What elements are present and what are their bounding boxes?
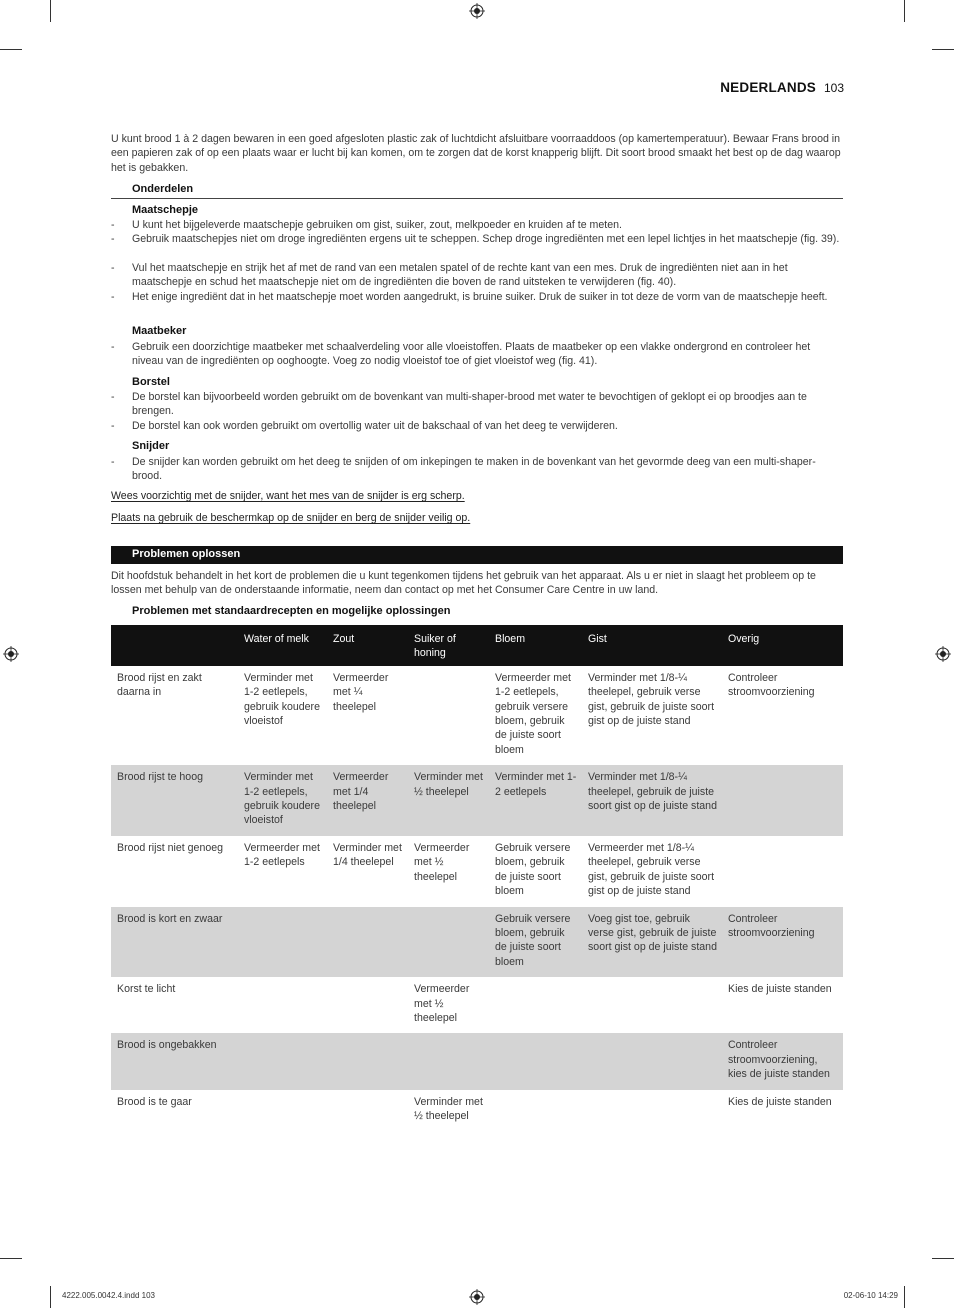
table-row bbox=[111, 836, 843, 907]
footer-date-info: 02-06-10 14:29 bbox=[843, 1291, 898, 1300]
subheading-borstel: Borstel bbox=[132, 376, 170, 388]
column-header: Zout bbox=[327, 625, 408, 666]
table-cell bbox=[722, 836, 843, 907]
registration-mark-icon bbox=[3, 646, 19, 662]
column-header: Water of melk bbox=[238, 625, 327, 666]
table-cell: Verminder met 1-2 eetlepels bbox=[489, 765, 582, 836]
troubleshooting-intro: Dit hoofdstuk behandelt in het kort de problemen die u kunt tegenkomen tijdens het gebruik van het apparaat. Als u er niet in slaagt het probleem op te lossen met behulp van de onderstaande informatie, neem dan contact op met het Consumer Care Centre in uw land. bbox=[111, 570, 816, 597]
column-header: Bloem bbox=[489, 625, 582, 666]
page-language-title: NEDERLANDS bbox=[720, 80, 816, 95]
page-number: 103 bbox=[824, 81, 845, 95]
table-cell: Controleer stroomvoorziening bbox=[728, 671, 815, 699]
subheading-snijder: Snijder bbox=[132, 440, 170, 452]
crop-mark bbox=[904, 0, 905, 22]
table-cell: Kies de juiste standen bbox=[728, 1095, 832, 1108]
warning-text: Wees voorzichtig met de snijder, want het mes van de snijder is erg scherp. bbox=[111, 490, 465, 502]
table-cell: Verminder met 1-2 eetlepels, gebruik koudere vloeistof bbox=[244, 671, 320, 728]
table-cell: Brood is kort en zwaar bbox=[111, 907, 238, 978]
crop-mark bbox=[932, 1258, 954, 1259]
crop-mark bbox=[932, 49, 954, 50]
table-cell: Gebruik versere bloem, gebruik de juiste soort bloem bbox=[495, 841, 571, 898]
table-cell bbox=[327, 977, 408, 1033]
table-cell: Vermeerder met ½ theelepel bbox=[414, 841, 470, 883]
intro-paragraph: U kunt brood 1 à 2 dagen bewaren in een goed afgesloten plastic zak of luchtdicht afsluitbare voorraaddoos (op kamertemperatuur). Bewaar Frans brood in een papieren zak of op een plaats waar er lucht bij kan komen, om te zorgen dat de korst knapperig blijft. Dit soort brood smaakt het best op de dag waarop het is gebakken. bbox=[111, 133, 841, 174]
table-cell: Verminder met 1/4 theelepel bbox=[333, 841, 402, 869]
crop-mark bbox=[904, 1286, 905, 1308]
registration-mark-icon bbox=[469, 3, 485, 19]
table-cell: Vermeerder met 1-2 eetlepels bbox=[244, 841, 320, 869]
table-cell bbox=[238, 907, 327, 978]
troubleshooting-table bbox=[111, 625, 843, 1131]
column-header: Suiker of honing bbox=[408, 625, 489, 666]
table-cell: Korst te licht bbox=[117, 983, 176, 996]
table-cell: Voeg gist toe, gebruik verse gist, gebruik de juiste soort gist op de juiste stand bbox=[582, 907, 722, 978]
table-cell bbox=[327, 907, 408, 978]
registration-mark-icon bbox=[935, 646, 951, 662]
table-cell bbox=[327, 1090, 408, 1132]
table-cell: Verminder met ½ theelepel bbox=[414, 1095, 483, 1122]
table-cell: Vermeerder met ¼ theelepel bbox=[333, 671, 389, 713]
crop-mark bbox=[0, 49, 22, 50]
section-rule bbox=[111, 198, 843, 199]
table-cell: Gebruik versere bloem, gebruik de juiste soort bloem bbox=[489, 907, 582, 978]
table-cell bbox=[582, 1090, 722, 1132]
table-header-row bbox=[111, 625, 843, 666]
crop-mark bbox=[0, 1258, 22, 1259]
column-header: Gist bbox=[582, 625, 722, 666]
table-cell: Verminder met 1-2 eetlepels, gebruik koudere vloeistof bbox=[238, 765, 327, 836]
section-heading-problemen bbox=[111, 546, 843, 564]
table-cell: Kies de juiste standen bbox=[728, 983, 832, 996]
table-cell bbox=[408, 1033, 489, 1089]
crop-mark bbox=[50, 1286, 51, 1308]
column-header: Overig bbox=[722, 625, 843, 666]
table-row bbox=[111, 977, 843, 1033]
table-cell: Vermeerder met ½ theelepel bbox=[414, 983, 470, 1024]
table-cell: Verminder met ½ theelepel bbox=[408, 765, 489, 836]
section-heading-onderdelen bbox=[111, 181, 843, 199]
table-cell bbox=[408, 907, 489, 978]
table-cell bbox=[722, 765, 843, 836]
table-cell: Brood rijst en zakt daarna in bbox=[117, 671, 202, 699]
table-cell: Verminder met 1/8-¼ theelepel, gebruik de juiste soort gist op de juiste stand bbox=[582, 765, 722, 836]
table-cell: Brood is ongebakken bbox=[111, 1033, 238, 1089]
section-title: Problemen oplossen bbox=[132, 548, 241, 560]
table-cell: Verminder met 1/8-¼ theelepel, gebruik verse gist, gebruik de juiste soort gist op de juiste stand bbox=[588, 671, 715, 728]
table-cell: Vermeerder met 1/4 theelepel bbox=[327, 765, 408, 836]
table-row bbox=[111, 666, 843, 765]
table-cell bbox=[582, 1033, 722, 1089]
table-cell bbox=[238, 977, 327, 1033]
footer-file-info: 4222.005.0042.4.indd 103 bbox=[62, 1291, 155, 1300]
table-cell: Controleer stroomvoorziening bbox=[722, 907, 843, 978]
table-cell bbox=[238, 1033, 327, 1089]
table-cell bbox=[408, 666, 489, 765]
table-title: Problemen met standaardrecepten en mogelijke oplossingen bbox=[132, 605, 451, 617]
table-cell: Brood is te gaar bbox=[117, 1095, 192, 1108]
table-cell bbox=[327, 1033, 408, 1089]
subheading-maatbeker: Maatbeker bbox=[132, 325, 187, 337]
crop-mark bbox=[50, 0, 51, 22]
table-cell bbox=[238, 1090, 327, 1132]
registration-mark-icon bbox=[469, 1289, 485, 1305]
table-cell: Controleer stroomvoorziening, kies de juiste standen bbox=[722, 1033, 843, 1089]
table-cell: Vermeerder met 1-2 eetlepels, gebruik versere bloem, gebruik de juiste soort bloem bbox=[495, 671, 571, 756]
table-row bbox=[111, 1090, 843, 1132]
column-header bbox=[111, 625, 238, 666]
table-row bbox=[111, 907, 843, 978]
table-cell bbox=[489, 1033, 582, 1089]
table-cell bbox=[582, 977, 722, 1033]
table-row bbox=[111, 1033, 843, 1089]
warning-text: Plaats na gebruik de beschermkap op de snijder en berg de snijder veilig op. bbox=[111, 512, 471, 524]
table-cell: Brood rijst te hoog bbox=[111, 765, 238, 836]
table-cell bbox=[489, 1090, 582, 1132]
table-cell: Vermeerder met 1/8-¼ theelepel, gebruik verse gist, gebruik de juiste soort gist op de juiste stand bbox=[588, 841, 715, 898]
section-title: Onderdelen bbox=[132, 183, 194, 195]
subheading-maatschepje: Maatschepje bbox=[132, 204, 199, 216]
table-cell: Brood rijst niet genoeg bbox=[117, 841, 224, 854]
table-row bbox=[111, 765, 843, 836]
table-cell bbox=[489, 977, 582, 1033]
